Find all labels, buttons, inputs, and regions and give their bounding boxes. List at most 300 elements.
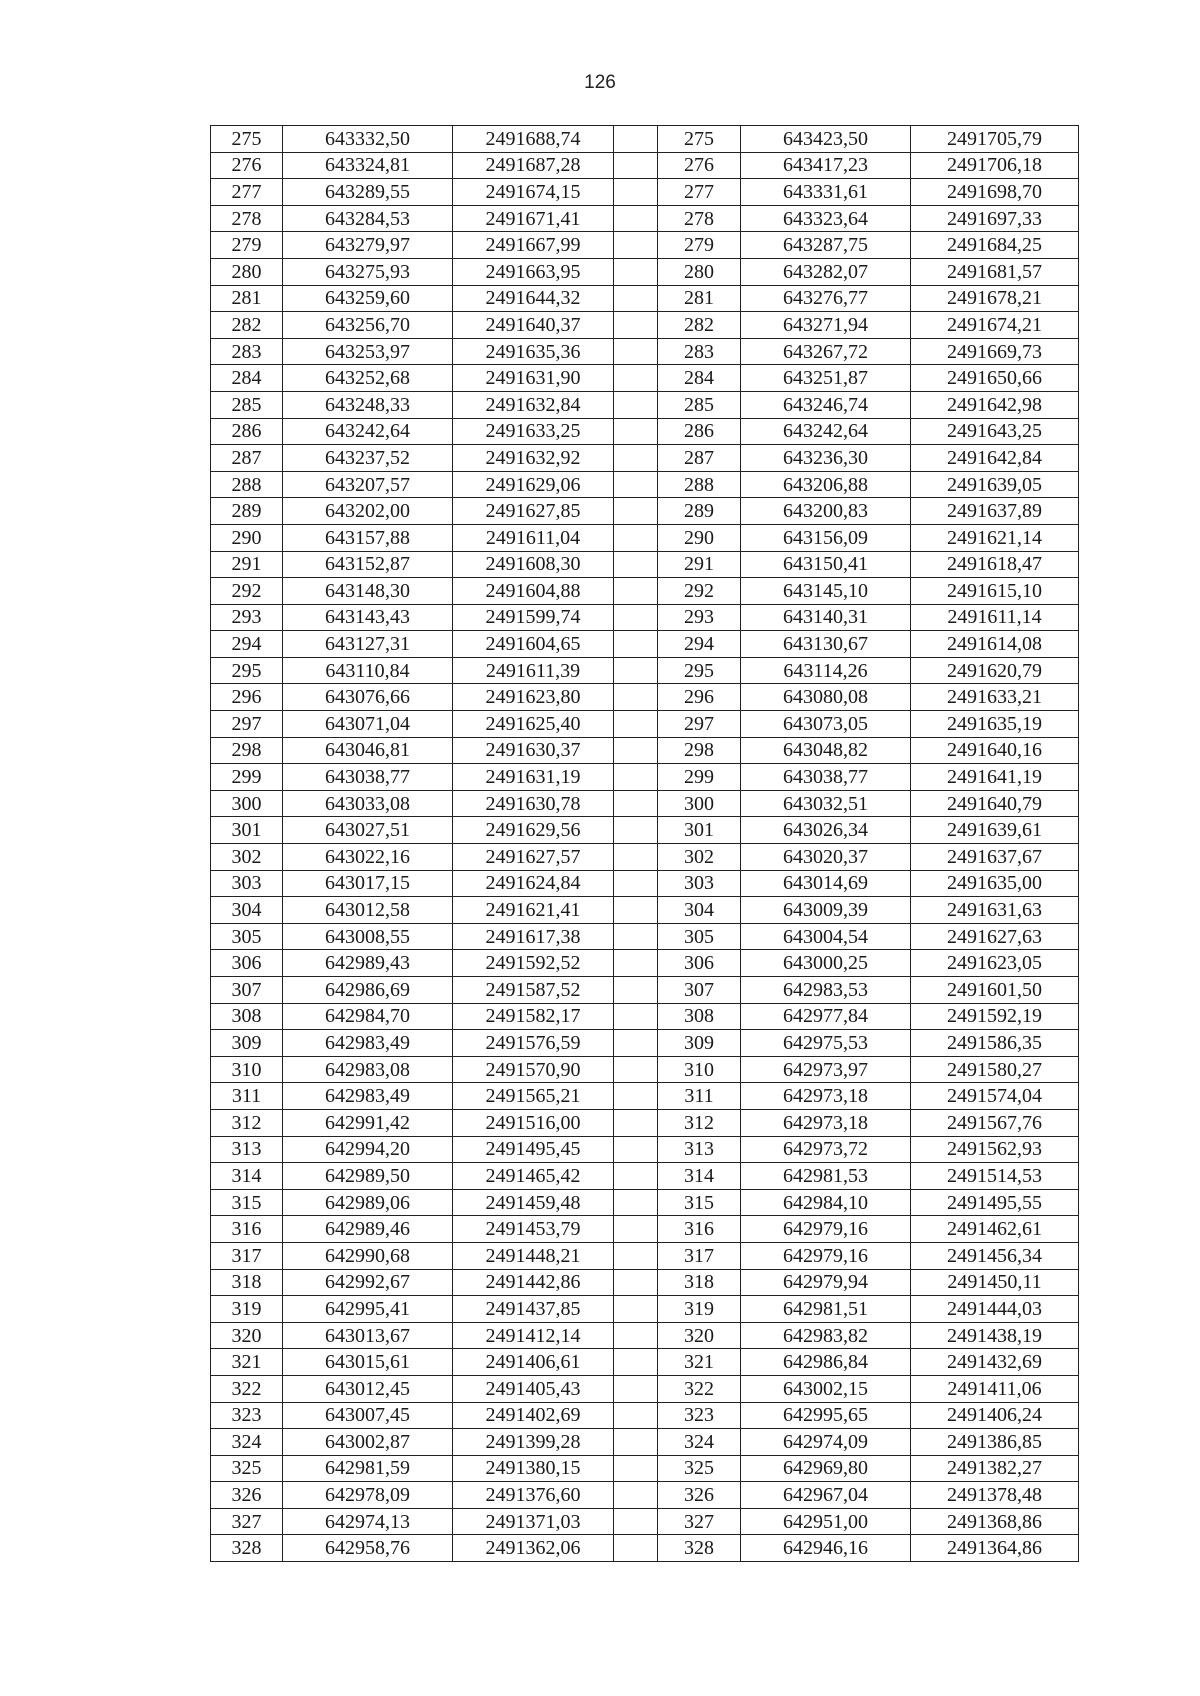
y-coordinate-right: 2491633,21 — [911, 684, 1079, 711]
y-coordinate-left: 2491371,03 — [453, 1508, 614, 1535]
point-number-right: 288 — [658, 471, 741, 498]
y-coordinate-right: 2491635,00 — [911, 870, 1079, 897]
point-number-left: 318 — [211, 1269, 283, 1296]
x-coordinate-right: 642981,53 — [741, 1163, 911, 1190]
point-number-left: 298 — [211, 737, 283, 764]
table-row — [211, 631, 1079, 658]
point-number-right: 316 — [658, 1216, 741, 1243]
y-coordinate-right: 2491567,76 — [911, 1109, 1079, 1136]
y-coordinate-right: 2491635,19 — [911, 711, 1079, 738]
point-number-left: 293 — [211, 604, 283, 631]
y-coordinate-left: 2491376,60 — [453, 1482, 614, 1509]
y-coordinate-left: 2491667,99 — [453, 232, 614, 259]
point-number-left: 313 — [211, 1136, 283, 1163]
y-coordinate-right: 2491444,03 — [911, 1296, 1079, 1323]
x-coordinate-right: 642979,16 — [741, 1242, 911, 1269]
spacer-cell — [614, 1535, 658, 1562]
table-row — [211, 338, 1079, 365]
x-coordinate-left: 643007,45 — [283, 1402, 453, 1429]
y-coordinate-right: 2491601,50 — [911, 977, 1079, 1004]
x-coordinate-left: 643259,60 — [283, 285, 453, 312]
point-number-right: 282 — [658, 312, 741, 339]
spacer-cell — [614, 764, 658, 791]
x-coordinate-right: 643156,09 — [741, 524, 911, 551]
spacer-cell — [614, 657, 658, 684]
spacer-cell — [614, 445, 658, 472]
x-coordinate-left: 643015,61 — [283, 1349, 453, 1376]
spacer-cell — [614, 126, 658, 153]
x-coordinate-right: 642973,97 — [741, 1056, 911, 1083]
y-coordinate-right: 2491674,21 — [911, 312, 1079, 339]
table-row — [211, 1109, 1079, 1136]
y-coordinate-left: 2491587,52 — [453, 977, 614, 1004]
x-coordinate-left: 643242,64 — [283, 418, 453, 445]
y-coordinate-right: 2491643,25 — [911, 418, 1079, 445]
table-row — [211, 1402, 1079, 1429]
point-number-left: 300 — [211, 790, 283, 817]
x-coordinate-left: 643207,57 — [283, 471, 453, 498]
coordinates-table — [210, 125, 1079, 1562]
page-number: 126 — [584, 72, 616, 93]
point-number-right: 303 — [658, 870, 741, 897]
y-coordinate-left: 2491674,15 — [453, 179, 614, 206]
y-coordinate-left: 2491611,04 — [453, 524, 614, 551]
point-number-right: 309 — [658, 1030, 741, 1057]
x-coordinate-left: 643152,87 — [283, 551, 453, 578]
y-coordinate-right: 2491623,05 — [911, 950, 1079, 977]
point-number-right: 275 — [658, 126, 741, 153]
table-row — [211, 1030, 1079, 1057]
y-coordinate-left: 2491495,45 — [453, 1136, 614, 1163]
point-number-right: 327 — [658, 1508, 741, 1535]
point-number-left: 324 — [211, 1429, 283, 1456]
spacer-cell — [614, 578, 658, 605]
spacer-cell — [614, 205, 658, 232]
spacer-cell — [614, 1269, 658, 1296]
point-number-left: 290 — [211, 524, 283, 551]
point-number-left: 294 — [211, 631, 283, 658]
point-number-left: 317 — [211, 1242, 283, 1269]
y-coordinate-right: 2491620,79 — [911, 657, 1079, 684]
y-coordinate-right: 2491621,14 — [911, 524, 1079, 551]
x-coordinate-left: 643237,52 — [283, 445, 453, 472]
table-row — [211, 205, 1079, 232]
x-coordinate-right: 643140,31 — [741, 604, 911, 631]
x-coordinate-left: 643248,33 — [283, 391, 453, 418]
table-row — [211, 1003, 1079, 1030]
y-coordinate-left: 2491399,28 — [453, 1429, 614, 1456]
x-coordinate-left: 643046,81 — [283, 737, 453, 764]
x-coordinate-right: 643145,10 — [741, 578, 911, 605]
y-coordinate-left: 2491516,00 — [453, 1109, 614, 1136]
y-coordinate-left: 2491437,85 — [453, 1296, 614, 1323]
x-coordinate-left: 643013,67 — [283, 1322, 453, 1349]
spacer-cell — [614, 1030, 658, 1057]
point-number-right: 276 — [658, 152, 741, 179]
table-row — [211, 923, 1079, 950]
y-coordinate-right: 2491642,98 — [911, 391, 1079, 418]
point-number-left: 301 — [211, 817, 283, 844]
point-number-right: 319 — [658, 1296, 741, 1323]
table-row — [211, 817, 1079, 844]
y-coordinate-left: 2491459,48 — [453, 1189, 614, 1216]
spacer-cell — [614, 844, 658, 871]
table-row — [211, 684, 1079, 711]
y-coordinate-right: 2491640,79 — [911, 790, 1079, 817]
point-number-left: 325 — [211, 1455, 283, 1482]
y-coordinate-left: 2491624,84 — [453, 870, 614, 897]
x-coordinate-left: 643332,50 — [283, 126, 453, 153]
table-row — [211, 365, 1079, 392]
point-number-left: 311 — [211, 1083, 283, 1110]
x-coordinate-right: 642967,04 — [741, 1482, 911, 1509]
table-row — [211, 1535, 1079, 1562]
spacer-cell — [614, 711, 658, 738]
x-coordinate-left: 642989,43 — [283, 950, 453, 977]
x-coordinate-right: 643246,74 — [741, 391, 911, 418]
spacer-cell — [614, 1163, 658, 1190]
x-coordinate-right: 643287,75 — [741, 232, 911, 259]
x-coordinate-right: 643251,87 — [741, 365, 911, 392]
point-number-right: 299 — [658, 764, 741, 791]
x-coordinate-right: 642979,94 — [741, 1269, 911, 1296]
x-coordinate-left: 642991,42 — [283, 1109, 453, 1136]
table-row — [211, 1375, 1079, 1402]
point-number-left: 297 — [211, 711, 283, 738]
spacer-cell — [614, 1189, 658, 1216]
spacer-cell — [614, 1109, 658, 1136]
point-number-right: 277 — [658, 179, 741, 206]
spacer-cell — [614, 391, 658, 418]
y-coordinate-left: 2491623,80 — [453, 684, 614, 711]
table-row — [211, 657, 1079, 684]
point-number-left: 320 — [211, 1322, 283, 1349]
x-coordinate-left: 643022,16 — [283, 844, 453, 871]
x-coordinate-left: 642995,41 — [283, 1296, 453, 1323]
y-coordinate-right: 2491462,61 — [911, 1216, 1079, 1243]
point-number-right: 307 — [658, 977, 741, 1004]
x-coordinate-right: 642977,84 — [741, 1003, 911, 1030]
x-coordinate-left: 642989,46 — [283, 1216, 453, 1243]
x-coordinate-right: 642974,09 — [741, 1429, 911, 1456]
x-coordinate-right: 643020,37 — [741, 844, 911, 871]
x-coordinate-left: 643143,43 — [283, 604, 453, 631]
y-coordinate-right: 2491637,89 — [911, 498, 1079, 525]
x-coordinate-left: 643027,51 — [283, 817, 453, 844]
y-coordinate-right: 2491514,53 — [911, 1163, 1079, 1190]
x-coordinate-right: 642975,53 — [741, 1030, 911, 1057]
y-coordinate-left: 2491380,15 — [453, 1455, 614, 1482]
y-coordinate-left: 2491671,41 — [453, 205, 614, 232]
point-number-right: 313 — [658, 1136, 741, 1163]
spacer-cell — [614, 1056, 658, 1083]
x-coordinate-left: 643256,70 — [283, 312, 453, 339]
point-number-right: 311 — [658, 1083, 741, 1110]
y-coordinate-right: 2491586,35 — [911, 1030, 1079, 1057]
point-number-right: 312 — [658, 1109, 741, 1136]
y-coordinate-right: 2491698,70 — [911, 179, 1079, 206]
y-coordinate-left: 2491632,92 — [453, 445, 614, 472]
x-coordinate-left: 642958,76 — [283, 1535, 453, 1562]
point-number-right: 318 — [658, 1269, 741, 1296]
spacer-cell — [614, 790, 658, 817]
point-number-left: 288 — [211, 471, 283, 498]
x-coordinate-right: 643038,77 — [741, 764, 911, 791]
point-number-right: 320 — [658, 1322, 741, 1349]
table-row — [211, 498, 1079, 525]
y-coordinate-left: 2491442,86 — [453, 1269, 614, 1296]
spacer-cell — [614, 817, 658, 844]
x-coordinate-right: 643236,30 — [741, 445, 911, 472]
point-number-left: 328 — [211, 1535, 283, 1562]
x-coordinate-left: 643289,55 — [283, 179, 453, 206]
point-number-left: 303 — [211, 870, 283, 897]
y-coordinate-left: 2491412,14 — [453, 1322, 614, 1349]
y-coordinate-right: 2491640,16 — [911, 737, 1079, 764]
table-row — [211, 578, 1079, 605]
y-coordinate-right: 2491562,93 — [911, 1136, 1079, 1163]
x-coordinate-left: 643012,45 — [283, 1375, 453, 1402]
x-coordinate-left: 643148,30 — [283, 578, 453, 605]
table-row — [211, 312, 1079, 339]
point-number-left: 312 — [211, 1109, 283, 1136]
spacer-cell — [614, 923, 658, 950]
point-number-right: 321 — [658, 1349, 741, 1376]
table-row — [211, 764, 1079, 791]
x-coordinate-right: 643002,15 — [741, 1375, 911, 1402]
y-coordinate-right: 2491580,27 — [911, 1056, 1079, 1083]
point-number-right: 294 — [658, 631, 741, 658]
spacer-cell — [614, 312, 658, 339]
x-coordinate-right: 642983,53 — [741, 977, 911, 1004]
spacer-cell — [614, 604, 658, 631]
spacer-cell — [614, 737, 658, 764]
y-coordinate-right: 2491641,19 — [911, 764, 1079, 791]
spacer-cell — [614, 498, 658, 525]
y-coordinate-left: 2491621,41 — [453, 897, 614, 924]
point-number-left: 322 — [211, 1375, 283, 1402]
x-coordinate-right: 643206,88 — [741, 471, 911, 498]
y-coordinate-left: 2491644,32 — [453, 285, 614, 312]
point-number-left: 283 — [211, 338, 283, 365]
spacer-cell — [614, 1349, 658, 1376]
point-number-right: 281 — [658, 285, 741, 312]
spacer-cell — [614, 897, 658, 924]
point-number-right: 291 — [658, 551, 741, 578]
spacer-cell — [614, 418, 658, 445]
x-coordinate-left: 642983,08 — [283, 1056, 453, 1083]
spacer-cell — [614, 1242, 658, 1269]
table-row — [211, 1296, 1079, 1323]
x-coordinate-right: 642951,00 — [741, 1508, 911, 1535]
point-number-left: 309 — [211, 1030, 283, 1057]
spacer-cell — [614, 1455, 658, 1482]
x-coordinate-left: 642992,67 — [283, 1269, 453, 1296]
x-coordinate-right: 643423,50 — [741, 126, 911, 153]
y-coordinate-right: 2491697,33 — [911, 205, 1079, 232]
y-coordinate-right: 2491637,67 — [911, 844, 1079, 871]
spacer-cell — [614, 950, 658, 977]
y-coordinate-right: 2491684,25 — [911, 232, 1079, 259]
table-row — [211, 1455, 1079, 1482]
x-coordinate-left: 643127,31 — [283, 631, 453, 658]
x-coordinate-right: 642969,80 — [741, 1455, 911, 1482]
point-number-left: 306 — [211, 950, 283, 977]
point-number-left: 277 — [211, 179, 283, 206]
x-coordinate-left: 643253,97 — [283, 338, 453, 365]
point-number-right: 283 — [658, 338, 741, 365]
table-row — [211, 1189, 1079, 1216]
y-coordinate-left: 2491663,95 — [453, 258, 614, 285]
y-coordinate-left: 2491635,36 — [453, 338, 614, 365]
table-row — [211, 152, 1079, 179]
y-coordinate-left: 2491632,84 — [453, 391, 614, 418]
y-coordinate-right: 2491681,57 — [911, 258, 1079, 285]
spacer-cell — [614, 1375, 658, 1402]
point-number-left: 327 — [211, 1508, 283, 1535]
x-coordinate-left: 643038,77 — [283, 764, 453, 791]
point-number-right: 290 — [658, 524, 741, 551]
y-coordinate-left: 2491627,57 — [453, 844, 614, 871]
y-coordinate-right: 2491450,11 — [911, 1269, 1079, 1296]
x-coordinate-left: 642978,09 — [283, 1482, 453, 1509]
table-row — [211, 1349, 1079, 1376]
y-coordinate-right: 2491495,55 — [911, 1189, 1079, 1216]
x-coordinate-right: 643276,77 — [741, 285, 911, 312]
x-coordinate-right: 643009,39 — [741, 897, 911, 924]
y-coordinate-right: 2491432,69 — [911, 1349, 1079, 1376]
x-coordinate-right: 643032,51 — [741, 790, 911, 817]
spacer-cell — [614, 1083, 658, 1110]
x-coordinate-left: 643275,93 — [283, 258, 453, 285]
x-coordinate-right: 643000,25 — [741, 950, 911, 977]
point-number-left: 291 — [211, 551, 283, 578]
y-coordinate-left: 2491640,37 — [453, 312, 614, 339]
x-coordinate-right: 642973,18 — [741, 1109, 911, 1136]
table-row — [211, 844, 1079, 871]
y-coordinate-left: 2491630,37 — [453, 737, 614, 764]
table-row — [211, 737, 1079, 764]
spacer-cell — [614, 1003, 658, 1030]
point-number-right: 284 — [658, 365, 741, 392]
x-coordinate-left: 643252,68 — [283, 365, 453, 392]
x-coordinate-left: 643324,81 — [283, 152, 453, 179]
point-number-left: 285 — [211, 391, 283, 418]
y-coordinate-right: 2491364,86 — [911, 1535, 1079, 1562]
y-coordinate-right: 2491386,85 — [911, 1429, 1079, 1456]
y-coordinate-left: 2491630,78 — [453, 790, 614, 817]
table-row — [211, 1242, 1079, 1269]
y-coordinate-right: 2491650,66 — [911, 365, 1079, 392]
y-coordinate-left: 2491617,38 — [453, 923, 614, 950]
coordinates-table-body — [211, 126, 1079, 1562]
table-row — [211, 551, 1079, 578]
point-number-left: 326 — [211, 1482, 283, 1509]
spacer-cell — [614, 179, 658, 206]
x-coordinate-right: 642979,16 — [741, 1216, 911, 1243]
table-row — [211, 126, 1079, 153]
point-number-left: 299 — [211, 764, 283, 791]
point-number-right: 279 — [658, 232, 741, 259]
x-coordinate-left: 642974,13 — [283, 1508, 453, 1535]
y-coordinate-right: 2491627,63 — [911, 923, 1079, 950]
x-coordinate-right: 643323,64 — [741, 205, 911, 232]
table-row — [211, 232, 1079, 259]
point-number-right: 296 — [658, 684, 741, 711]
table-row — [211, 179, 1079, 206]
point-number-right: 314 — [658, 1163, 741, 1190]
y-coordinate-left: 2491604,88 — [453, 578, 614, 605]
y-coordinate-left: 2491405,43 — [453, 1375, 614, 1402]
table-row — [211, 977, 1079, 1004]
x-coordinate-right: 643267,72 — [741, 338, 911, 365]
x-coordinate-left: 642994,20 — [283, 1136, 453, 1163]
spacer-cell — [614, 524, 658, 551]
point-number-right: 315 — [658, 1189, 741, 1216]
table-row — [211, 1482, 1079, 1509]
y-coordinate-right: 2491639,61 — [911, 817, 1079, 844]
table-row — [211, 391, 1079, 418]
x-coordinate-left: 642983,49 — [283, 1030, 453, 1057]
y-coordinate-right: 2491411,06 — [911, 1375, 1079, 1402]
y-coordinate-left: 2491453,79 — [453, 1216, 614, 1243]
point-number-left: 302 — [211, 844, 283, 871]
spacer-cell — [614, 152, 658, 179]
y-coordinate-left: 2491627,85 — [453, 498, 614, 525]
x-coordinate-right: 643130,67 — [741, 631, 911, 658]
table-row — [211, 604, 1079, 631]
point-number-left: 315 — [211, 1189, 283, 1216]
x-coordinate-right: 642973,18 — [741, 1083, 911, 1110]
y-coordinate-left: 2491599,74 — [453, 604, 614, 631]
point-number-right: 280 — [658, 258, 741, 285]
point-number-left: 321 — [211, 1349, 283, 1376]
table-row — [211, 471, 1079, 498]
spacer-cell — [614, 232, 658, 259]
table-row — [211, 445, 1079, 472]
x-coordinate-right: 643282,07 — [741, 258, 911, 285]
x-coordinate-right: 642984,10 — [741, 1189, 911, 1216]
x-coordinate-left: 643202,00 — [283, 498, 453, 525]
point-number-right: 300 — [658, 790, 741, 817]
point-number-right: 328 — [658, 1535, 741, 1562]
point-number-right: 287 — [658, 445, 741, 472]
x-coordinate-right: 643073,05 — [741, 711, 911, 738]
table-row — [211, 524, 1079, 551]
y-coordinate-left: 2491362,06 — [453, 1535, 614, 1562]
table-row — [211, 418, 1079, 445]
point-number-right: 308 — [658, 1003, 741, 1030]
y-coordinate-left: 2491629,56 — [453, 817, 614, 844]
y-coordinate-left: 2491611,39 — [453, 657, 614, 684]
point-number-left: 287 — [211, 445, 283, 472]
point-number-left: 279 — [211, 232, 283, 259]
x-coordinate-right: 642946,16 — [741, 1535, 911, 1562]
point-number-left: 314 — [211, 1163, 283, 1190]
x-coordinate-right: 643331,61 — [741, 179, 911, 206]
point-number-left: 307 — [211, 977, 283, 1004]
point-number-right: 310 — [658, 1056, 741, 1083]
y-coordinate-left: 2491448,21 — [453, 1242, 614, 1269]
y-coordinate-right: 2491456,34 — [911, 1242, 1079, 1269]
y-coordinate-right: 2491678,21 — [911, 285, 1079, 312]
x-coordinate-left: 643033,08 — [283, 790, 453, 817]
point-number-right: 326 — [658, 1482, 741, 1509]
point-number-left: 284 — [211, 365, 283, 392]
x-coordinate-right: 643200,83 — [741, 498, 911, 525]
x-coordinate-left: 642981,59 — [283, 1455, 453, 1482]
table-row — [211, 1216, 1079, 1243]
